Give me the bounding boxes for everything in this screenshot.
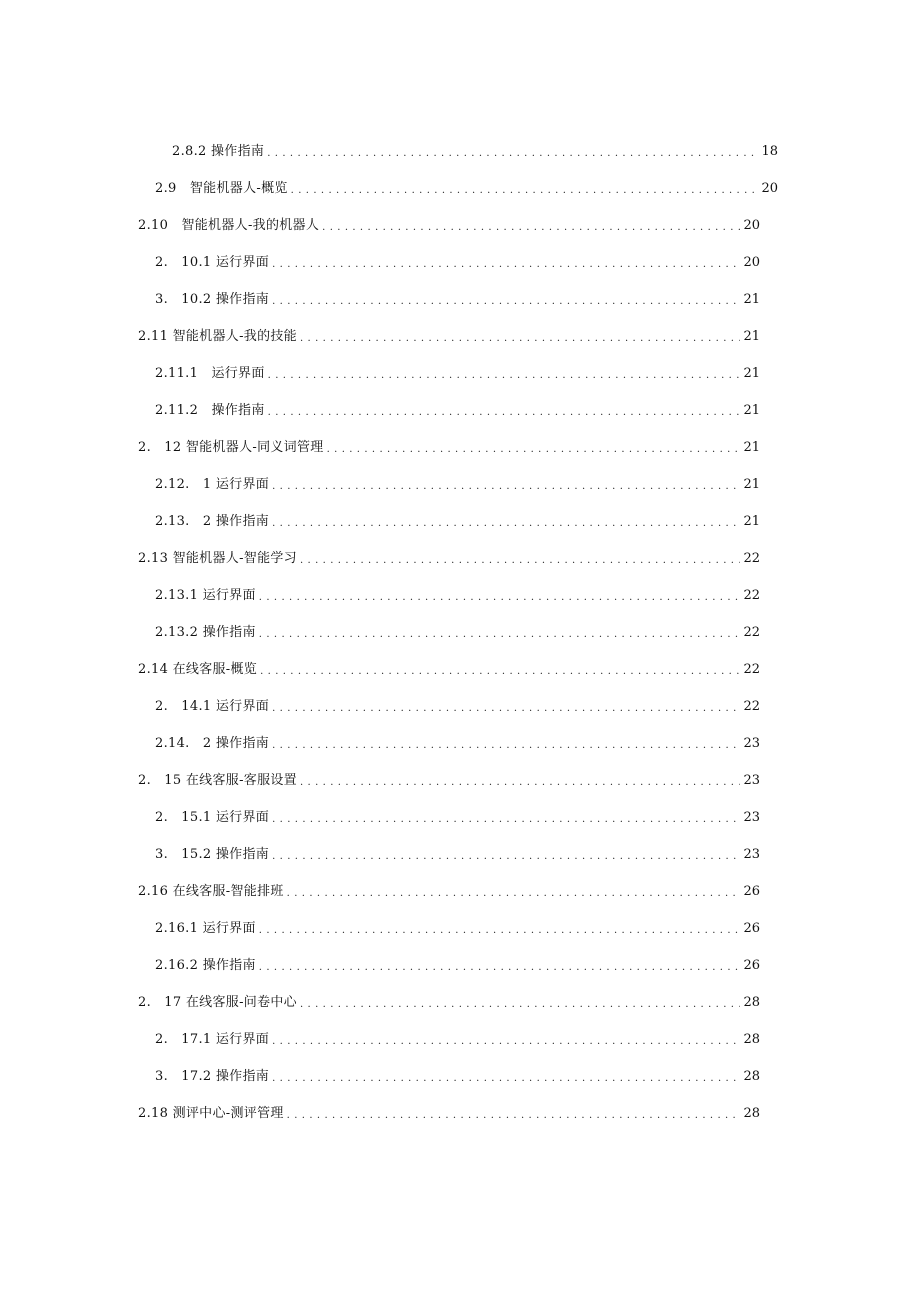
toc-entry-page: 26 [743,884,760,899]
toc-entry-label: 2.12. 1 运行界面 [155,477,270,492]
toc-entry-page: 22 [743,699,760,714]
toc-entry[interactable] [155,1067,760,1087]
toc-entry-page: 20 [761,181,778,196]
toc-entry[interactable] [155,734,760,754]
toc-entry[interactable] [138,771,760,791]
toc-entry[interactable] [155,623,760,643]
toc-entry-label: 2.13. 2 操作指南 [155,514,270,529]
toc-entry-label: 2.9 智能机器人-概览 [155,181,288,196]
toc-entry[interactable] [155,919,760,939]
toc-entry[interactable] [155,401,760,421]
toc-entry-label: 3. 17.2 操作指南 [155,1069,270,1084]
toc-entry-page: 22 [743,662,760,677]
toc-entry-page: 21 [743,329,760,344]
toc-dot-leader [272,697,740,717]
toc-entry[interactable] [138,660,760,680]
toc-dot-leader [272,475,740,495]
toc-dot-leader [287,882,741,902]
toc-entry-page: 28 [743,995,760,1010]
toc-entry[interactable] [138,216,760,236]
toc-entry-label: 2.8.2 操作指南 [172,144,265,159]
toc-entry[interactable] [155,364,760,384]
toc-entry[interactable] [155,956,760,976]
toc-entry-page: 28 [743,1106,760,1121]
toc-entry-page: 23 [743,810,760,825]
toc-entry-label: 2. 15.1 运行界面 [155,810,270,825]
toc-entry-label: 2.11.2 操作指南 [155,403,265,418]
toc-entry-label: 2.18 测评中心-测评管理 [138,1106,284,1121]
toc-entry-label: 2.14 在线客服-概览 [138,662,258,677]
toc-entry-page: 21 [743,366,760,381]
toc-entry[interactable] [138,438,760,458]
toc-entry-page: 21 [743,403,760,418]
toc-dot-leader [272,845,740,865]
toc-entry-label: 2.14. 2 操作指南 [155,736,270,751]
toc-entry-label: 2.16 在线客服-智能排班 [138,884,284,899]
toc-dot-leader [272,253,740,273]
toc-entry[interactable] [155,697,760,717]
toc-entry[interactable] [138,327,760,347]
toc-dot-leader [259,586,741,606]
toc-dot-leader [291,179,759,199]
toc-entry[interactable] [155,845,760,865]
toc-entry-label: 2.13 智能机器人-智能学习 [138,551,297,566]
toc-entry-page: 23 [743,773,760,788]
toc-entry-label: 2. 17.1 运行界面 [155,1032,270,1047]
toc-entry-label: 2.13.2 操作指南 [155,625,256,640]
toc-entry-page: 21 [743,477,760,492]
toc-dot-leader [260,660,740,680]
toc-dot-leader [287,1104,741,1124]
toc-entry[interactable] [155,253,760,273]
toc-entry-page: 21 [743,514,760,529]
toc-entry[interactable] [155,586,760,606]
toc-entry-page: 22 [743,588,760,603]
toc-entry-page: 23 [743,736,760,751]
toc-dot-leader [272,1067,740,1087]
toc-entry-label: 2.16.2 操作指南 [155,958,256,973]
toc-dot-leader [259,919,741,939]
toc-dot-leader [272,734,740,754]
toc-dot-leader [259,623,741,643]
toc-dot-leader [272,1030,740,1050]
toc-entry-page: 28 [743,1032,760,1047]
toc-entry[interactable] [155,290,760,310]
toc-entry[interactable] [138,1104,760,1124]
toc-entry-page: 28 [743,1069,760,1084]
toc-dot-leader [272,290,740,310]
toc-entry-label: 2. 17 在线客服-问卷中心 [138,995,297,1010]
toc-entry-label: 2. 10.1 运行界面 [155,255,270,270]
toc-entry-label: 3. 15.2 操作指南 [155,847,270,862]
toc-entry-page: 26 [743,921,760,936]
toc-dot-leader [268,401,741,421]
toc-entry-label: 2.11.1 运行界面 [155,366,265,381]
toc-entry[interactable] [138,882,760,902]
toc-dot-leader [300,771,740,791]
toc-dot-leader [267,142,758,162]
toc-entry-label: 2.10 智能机器人-我的机器人 [138,218,320,233]
toc-entry-label: 2.13.1 运行界面 [155,588,256,603]
toc-entry-page: 21 [743,440,760,455]
toc-entry-page: 20 [743,255,760,270]
toc-entry[interactable] [155,475,760,495]
toc-entry-page: 22 [743,551,760,566]
toc-dot-leader [259,956,741,976]
toc-entry-label: 2. 15 在线客服-客服设置 [138,773,297,788]
toc-entry[interactable] [155,1030,760,1050]
toc-entry-page: 22 [743,625,760,640]
toc-entry-label: 2.16.1 运行界面 [155,921,256,936]
toc-dot-leader [327,438,741,458]
toc-entry[interactable] [172,142,778,162]
toc-entry-page: 20 [743,218,760,233]
toc-entry-label: 2. 12 智能机器人-同义词管理 [138,440,324,455]
toc-entry-page: 18 [761,144,778,159]
toc-entry-label: 2.11 智能机器人-我的技能 [138,329,297,344]
toc-entry[interactable] [138,549,760,569]
toc-dot-leader [300,549,740,569]
toc-entry-page: 23 [743,847,760,862]
toc-dot-leader [322,216,740,236]
toc-entry[interactable] [155,512,760,532]
toc-entry[interactable] [155,808,760,828]
toc-entry[interactable] [155,179,778,199]
toc-entry-page: 21 [743,292,760,307]
toc-entry-label: 3. 10.2 操作指南 [155,292,270,307]
toc-entry-page: 26 [743,958,760,973]
toc-dot-leader [272,808,740,828]
toc-entry-label: 2. 14.1 运行界面 [155,699,270,714]
toc-dot-leader [268,364,741,384]
toc-dot-leader [272,512,740,532]
toc-dot-leader [300,327,740,347]
toc-entry[interactable] [138,993,760,1013]
toc-dot-leader [300,993,740,1013]
